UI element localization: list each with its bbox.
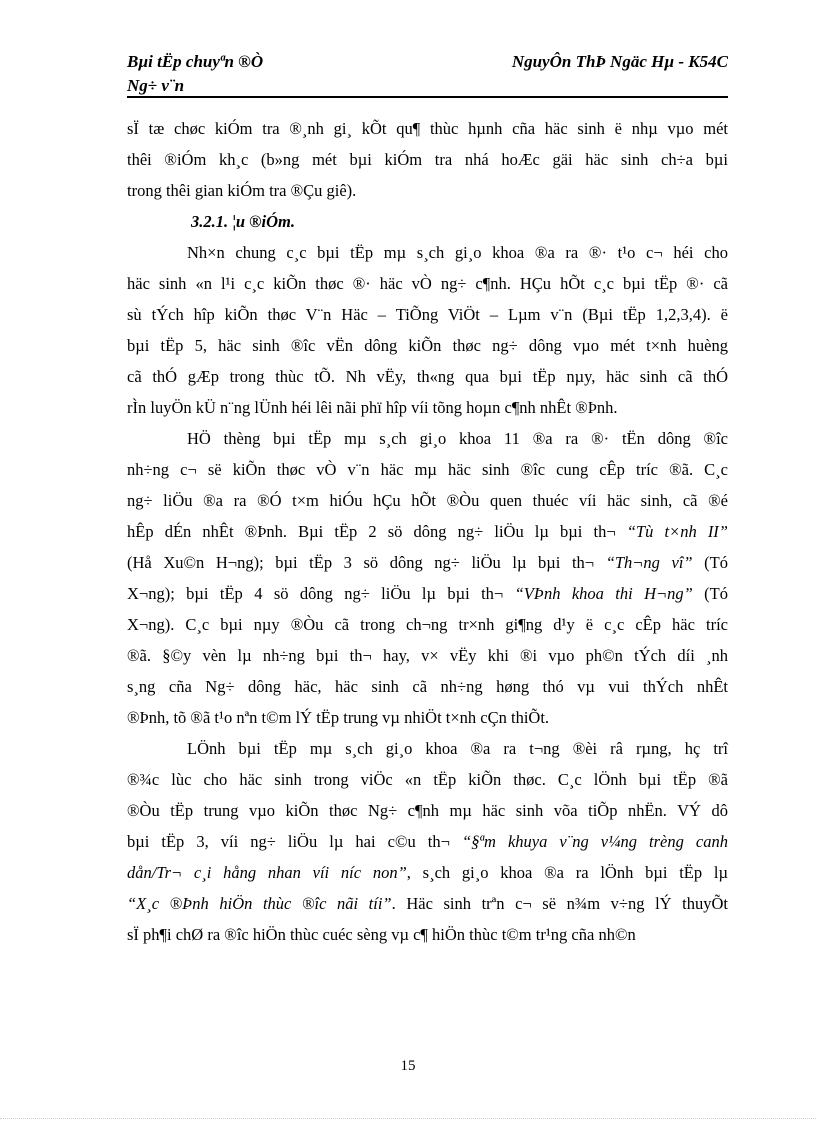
text-line (127, 113, 728, 144)
text-line (127, 392, 728, 423)
text-line (127, 640, 728, 671)
italic-quote: “Th¬ng vî” (605, 553, 693, 572)
text-line (127, 268, 728, 299)
text-line (127, 516, 728, 547)
text-segment: , s¸ch gi¸o khoa ®a ra lÖnh bµi tËp lµ (406, 863, 728, 882)
text-line (127, 888, 728, 919)
text-line (127, 795, 728, 826)
text-line (127, 237, 728, 268)
text-line (127, 547, 728, 578)
text-line (127, 857, 728, 888)
text-line (127, 454, 728, 485)
text-segment: ®Òu tËp trung vµo kiÕn thøc Ng÷ c¶nh mµ häc sinh võa tiÕp nhËn. VÝ dô (127, 801, 728, 820)
text-segment: Nh×n chung c¸c bµi tËp mµ s¸ch gi¸o khoa ®a ra ®· t¹o c¬ héi cho (187, 243, 728, 262)
text-segment: ®Þnh, tõ ®ã t¹o nªn t©m lÝ tËp trung vµ nhiÖt t×nh cÇn thiÕt. (127, 708, 550, 727)
page-header (127, 48, 728, 98)
document-body (127, 113, 728, 950)
text-segment: X¬ng). C¸c bµi nµy ®Òu cã trong ch¬ng tr×nh gi¶ng d¹y ë c¸c cÊp häc tríc (127, 615, 728, 634)
text-line (127, 702, 728, 733)
text-segment: bµi tËp 3, víi ng÷ liÖu lµ hai c©u th¬ (127, 832, 462, 851)
text-line (127, 826, 728, 857)
header-title (127, 50, 263, 98)
header-title-line-2: Ng÷ v¨n (127, 76, 185, 95)
text-segment: s¸ng cña Ng÷ dông häc, häc sinh cã nh÷ng høng thó vµ vui thÝch nhÊt (127, 677, 728, 696)
text-segment: rÌn luyÖn kÜ n¨ng lÜnh héi lêi nãi phï hîp víi tõng hoµn c¶nh nhÊt ®Þnh. (127, 398, 618, 417)
text-line (127, 423, 728, 454)
text-segment: trong thêi gian kiÓm tra ®Çu giê). (127, 181, 357, 200)
text-line (127, 330, 728, 361)
text-segment: ng÷ liÖu ®a ra ®Ó t×m hiÓu hÇu hÕt ®Òu quen thuéc víi häc sinh, cã ®é (127, 491, 728, 510)
header-author: NguyÔn ThÞ Ngäc Hµ - K54C (511, 52, 728, 71)
text-line (127, 144, 728, 175)
italic-quote: “VÞnh khoa thi H¬ng” (514, 584, 693, 603)
italic-quote: “Tù t×nh II” (626, 522, 728, 541)
text-line (127, 764, 728, 795)
text-segment: (Tó (692, 584, 728, 603)
text-line (127, 175, 728, 206)
text-line (127, 361, 728, 392)
text-segment: LÖnh bµi tËp mµ s¸ch gi¸o khoa ®a ra t¬ng ®èi râ rµng, hç trî (187, 739, 728, 758)
page-number: 15 (400, 1058, 416, 1074)
page-bottom-edge (0, 1118, 816, 1119)
text-line (127, 578, 728, 609)
italic-quote: “§ªm khuya v¨ng v¼ng trèng canh (462, 832, 728, 851)
text-segment: häc sinh «n l¹i c¸c kiÕn thøc ®· häc vÒ ng÷ c¶nh. HÇu hÕt c¸c bµi tËp ®· cã (127, 274, 728, 293)
text-segment: X¬ng); bµi tËp 4 sö dông ng÷ liÖu lµ bµi th¬ (127, 584, 515, 603)
text-line (127, 609, 728, 640)
text-segment: sù tÝch hîp kiÕn thøc V¨n Häc – TiÕng ViÖt – Lµm v¨n (Bµi tËp 1,2,3,4). ë (127, 305, 728, 324)
text-segment: sÏ ph¶i chØ ra ®îc hiÖn thùc cuéc sèng vµ c¶ hiÖn thùc t©m tr¹ng cña nh©n (127, 925, 636, 944)
text-segment: nh÷ng c¬ së kiÕn thøc vÒ v¨n häc mµ häc sinh ®îc cung cÊp tríc ®ã. C¸c (127, 460, 728, 479)
text-line (127, 485, 728, 516)
text-segment: ®¾c lùc cho häc sinh trong viÖc «n tËp kiÕn thøc. C¸c lÖnh bµi tËp ®ã (127, 770, 728, 789)
text-segment: ®ã. §©y vèn lµ nh÷ng bµi th¬ hay, v× vËy khi ®i vµo ph©n tÝch díi ¸nh (127, 646, 728, 665)
text-segment: sÏ tæ chøc kiÓm tra ®¸nh gi¸ kÕt qu¶ thùc hµnh cña häc sinh ë nhµ vµo mét (127, 119, 728, 138)
text-line (127, 671, 728, 702)
text-segment: bµi tËp 5, häc sinh ®îc vËn dông kiÕn thøc ng÷ dông vµo mét t×nh huèng (127, 336, 728, 355)
text-segment: cã thÓ gÆp trong thùc tÕ. Nh vËy, th«ng qua bµi tËp nµy, häc sinh cã thÓ (127, 367, 728, 386)
text-line (127, 299, 728, 330)
section-heading: 3.2.1. ¦u ®iÓm. (191, 212, 295, 231)
text-segment: hÊp dÉn nhÊt ®Þnh. Bµi tËp 2 sö dông ng÷ liÖu lµ bµi th¬ (127, 522, 627, 541)
italic-quote: “X¸c ®Þnh hiÖn thùc ®îc nãi tíi” (127, 894, 392, 913)
text-line (127, 733, 728, 764)
text-segment: . Häc sinh trªn c¬ së n¾m v÷ng lÝ thuyÕt (391, 894, 729, 913)
text-line (127, 919, 728, 950)
italic-quote: dån/Tr¬ c¸i hång nhan víi níc non” (127, 863, 407, 882)
text-segment: HÖ thèng bµi tËp mµ s¸ch gi¸o khoa 11 ®a ra ®· tËn dông ®îc (187, 429, 728, 448)
text-segment: thêi ®iÓm kh¸c (b»ng mét bµi kiÓm tra nhá hoÆc gäi häc sinh ch÷a bµi (127, 150, 728, 169)
text-segment: (Tó (692, 553, 728, 572)
text-segment: (Hå Xu©n H¬ng); bµi tËp 3 sö dông ng÷ liÖu lµ bµi th¬ (127, 553, 606, 572)
header-title-line-1: Bµi tËp chuyªn ®Ò (127, 52, 264, 71)
